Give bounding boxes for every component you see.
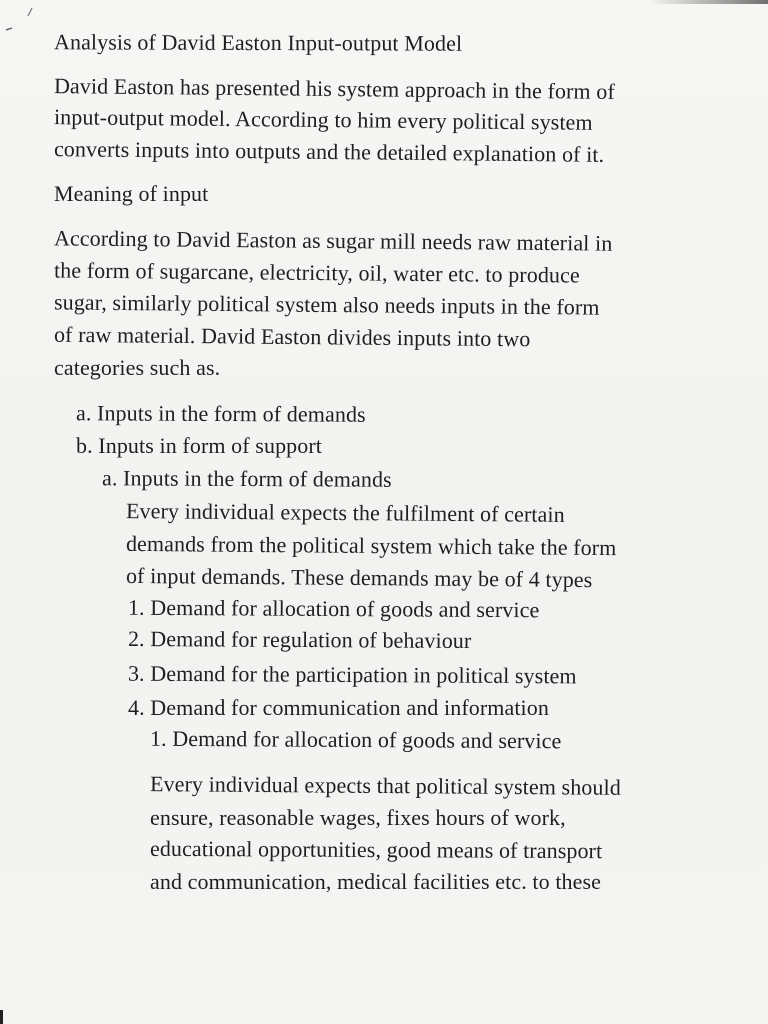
document-title: Analysis of David Easton Input-output Model bbox=[53, 29, 463, 56]
demands-intro-line-1: Every individual expects the fulfilment of certain bbox=[125, 498, 565, 527]
page-edge-mark bbox=[0, 1010, 3, 1024]
meaning-line-3: sugar, similarly political system also needs inputs in the form bbox=[53, 289, 600, 320]
meaning-line-2: the form of sugarcane, electricity, oil, water etc. to produce bbox=[53, 257, 580, 288]
demand-type-1: 1. Demand for allocation of goods and service bbox=[127, 594, 540, 623]
intro-line-3: converts inputs into outputs and the detailed explanation of it. bbox=[53, 136, 605, 167]
demand-type-2: 2. Demand for regulation of behaviour bbox=[127, 625, 472, 654]
pen-mark-icon bbox=[2, 4, 38, 34]
intro-line-1: David Easton has presented his system approach in the form of bbox=[53, 73, 615, 104]
allocation-line-3: educational opportunities, good means of transport bbox=[149, 835, 603, 864]
demand-type-4: 4. Demand for communication and information bbox=[128, 695, 549, 720]
allocation-line-2: ensure, reasonable wages, fixes hours of work, bbox=[150, 805, 566, 830]
allocation-line-1: Every individual expects that political system should bbox=[149, 771, 621, 800]
page-corner-shadow bbox=[648, 0, 768, 4]
category-item-a: a. Inputs in the form of demands bbox=[75, 400, 366, 427]
demands-intro-line-2: demands from the political system which take the form bbox=[125, 530, 617, 561]
demand-type-3: 3. Demand for the participation in political system bbox=[127, 660, 577, 689]
demands-intro-line-3: of input demands. These demands may be of 4 types bbox=[125, 562, 593, 593]
meaning-line-4: of raw material. David Easton divides inputs into two bbox=[53, 321, 531, 352]
meaning-line-1: According to David Easton as sugar mill needs raw material in bbox=[53, 225, 613, 256]
allocation-line-4: and communication, medical facilities etc. to these bbox=[150, 869, 602, 894]
intro-line-2: input-output model. According to him every political system bbox=[53, 104, 593, 135]
sub-sub-heading-allocation: 1. Demand for allocation of goods and service bbox=[149, 725, 562, 754]
meaning-line-5: categories such as. bbox=[54, 355, 221, 380]
sub-heading-demands: a. Inputs in the form of demands bbox=[101, 465, 392, 492]
section-heading-meaning-of-input: Meaning of input bbox=[54, 181, 209, 206]
category-item-b: b. Inputs in form of support bbox=[76, 433, 323, 458]
